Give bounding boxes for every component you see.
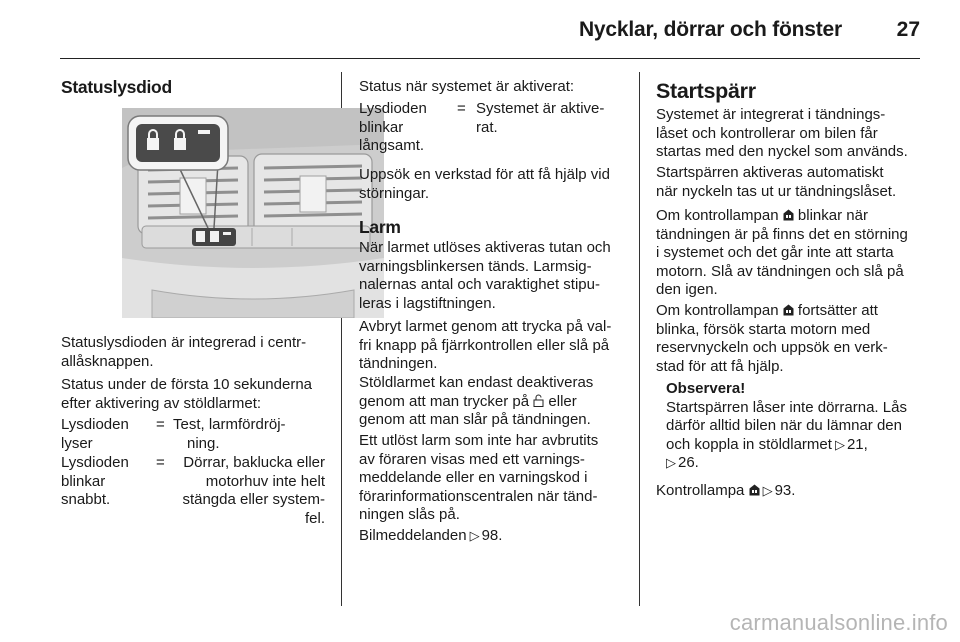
paragraph-visit-workshop [359,166,610,203]
table-key [61,454,129,510]
text-line: Startspärren aktiveras automatiskt [656,164,884,181]
text-line: tändningen. [359,355,438,372]
text-line: reservnyckeln och uppsök en verk- [656,339,888,356]
page-reference-link[interactable]: 98. [481,527,503,544]
text-line: stängda eller system- [182,491,325,508]
immobilizer-key-icon [783,208,794,220]
text-line: fel. [304,509,325,527]
text-line: motorn. Slå av tändningen och slå på [656,262,904,280]
text-line: Avbryt larmet genom att trycka på val- [359,318,612,335]
paragraph-indicator-ref [656,482,795,501]
immobilizer-key-icon [783,303,794,315]
text-line: Startspärren låser inte dörrarna. Lås [666,398,907,416]
text-line: tändningen är på finns det en störning [656,225,908,243]
page-header [0,0,960,58]
paragraph-indicator-continues [656,302,888,376]
table-row [61,416,325,454]
text-line: nalernas antal och varaktighet stipu- [359,276,600,293]
immobilizer-key-icon [749,483,760,495]
text-span: Kontrollampa [656,482,745,499]
console-lock-button-icon [122,108,384,318]
text-line: Ett utlöst larm som inte har avbrutits [359,432,599,449]
text-line: blinkar [359,118,404,136]
paragraph-system-integrated [656,106,908,162]
text-line: Systemet är integrerat i tändnings- [656,106,886,123]
text-line: ning. [187,434,220,452]
watermark: carmanualsonline.info [729,610,948,635]
page-reference-icon: ▷ [834,436,845,452]
paragraph-status-first-10s [61,376,312,413]
table-row [359,100,625,160]
paragraph-led-integrated [61,334,306,371]
table-equals: = [457,100,466,117]
text-line [666,436,922,455]
text-line: fri knapp på fjärrkontrollen eller slå på [359,336,610,354]
text-line [359,393,593,412]
text-line: När larmet utlöses aktiveras tutan och [359,239,611,256]
text-line: Dörrar, baklucka eller [183,454,325,471]
text-line: varningsblinkersen tänds. Larmsig- [359,257,592,275]
text-line: låset och kontrollerar om bilen får [656,124,878,142]
paragraph-triggered-alarm-display [359,432,598,525]
page-number: 27 [896,18,920,41]
text-line [656,207,908,226]
table-equals: = [156,454,165,471]
text-line: Test, larmfördröj- [173,416,286,433]
text-span: Om kontrollampan [656,302,779,319]
text-line: Lysdioden [61,416,129,433]
unlock-icon [533,394,544,406]
text-line: rat. [476,118,498,136]
text-line: motorhuv inte helt [205,472,325,490]
paragraph-vehicle-messages [359,527,502,546]
text-line [656,302,888,321]
text-line: den igen. [656,281,718,298]
table-key [359,100,427,156]
table-key [61,416,129,453]
text-span: Bilmeddelanden [359,527,467,544]
text-line: leras i lagstiftningen. [359,294,496,312]
section-heading-statuslysdiod: Statuslysdiod [61,77,172,97]
text-line: därför alltid bilen när du lämnar den [666,417,902,434]
page-reference-link[interactable]: 93. [774,482,796,499]
text-line: ningen slås på. [359,506,460,523]
text-span: och koppla in stöldlarmet [666,435,832,453]
text-line: Lysdioden [359,100,427,117]
text-line: Uppsök en verkstad för att få hjälp vid [359,166,610,183]
text-line: störningar. [359,184,430,202]
header-rule [60,58,920,59]
section-heading-larm: Larm [359,217,401,237]
text-line: Status under de första 10 sekunderna [61,376,313,393]
text-line: snabbt. [61,491,111,508]
section-heading-startsparr: Startspärr [656,79,756,103]
note-box [666,380,922,473]
paragraph-auto-activate [656,164,896,201]
page-reference-icon: ▷ [762,483,773,498]
text-span: eller [548,392,577,410]
text-line: genom att man slår på tändningen. [359,411,591,428]
center-console-illustration [122,108,384,318]
page-reference-link[interactable]: 26. [678,454,699,471]
page-reference-icon: ▷ [666,455,676,470]
text-line: i systemet och det går inte att starta [656,244,894,261]
status-table-1 [61,416,325,534]
paragraph-indicator-flashes [656,207,908,300]
text-line: blinka, försök starta motorn med [656,320,871,338]
text-line: Systemet är aktive- [476,100,605,117]
text-line: efter aktivering av stöldlarmet: [61,394,262,412]
text-line: långsamt. [359,137,425,154]
paragraph-deactivate [359,374,593,430]
text-line: av föraren visas med ett varnings- [359,450,585,468]
table-equals: = [156,416,165,433]
table-value [173,454,325,528]
status-table-2 [359,100,625,160]
text-span: blinkar när [797,207,868,224]
page-reference-link[interactable]: 21, [846,435,868,453]
text-line: meddelande eller en varningskod i [359,469,588,486]
text-line: Statuslysdioden är integrerad i centr- [61,334,307,351]
paragraph-status-activated: Status när systemet är aktiverat: [359,78,575,95]
page-header-title: Nycklar, dörrar och fönster [578,18,842,41]
text-line: stad för att få hjälp. [656,357,784,375]
text-line: förarinformationscentralen när tänd- [359,487,598,505]
table-value [476,100,604,137]
text-span: Om kontrollampan [656,207,779,224]
page-reference-icon: ▷ [469,528,480,543]
text-line: när nyckeln tas ut ur tändningslåset. [656,182,897,200]
text-line: startas med den nyckel som används. [656,143,908,160]
text-line: Lysdioden [61,454,129,471]
text-span: genom att man trycker på [359,392,530,410]
text-line [666,454,922,473]
note-title: Observera! [666,380,746,397]
text-line: lyser [61,434,93,452]
table-row [61,454,325,534]
paragraph-alarm-triggered [359,239,611,313]
paragraph-cancel-alarm [359,318,611,374]
text-line: blinkar [61,472,106,490]
text-line: allåsknappen. [61,352,154,370]
text-span: fortsätter att [797,302,878,319]
text-line: Stöldlarmet kan endast deaktiveras [359,374,594,391]
column-divider-2 [639,72,640,606]
table-value [173,416,286,453]
